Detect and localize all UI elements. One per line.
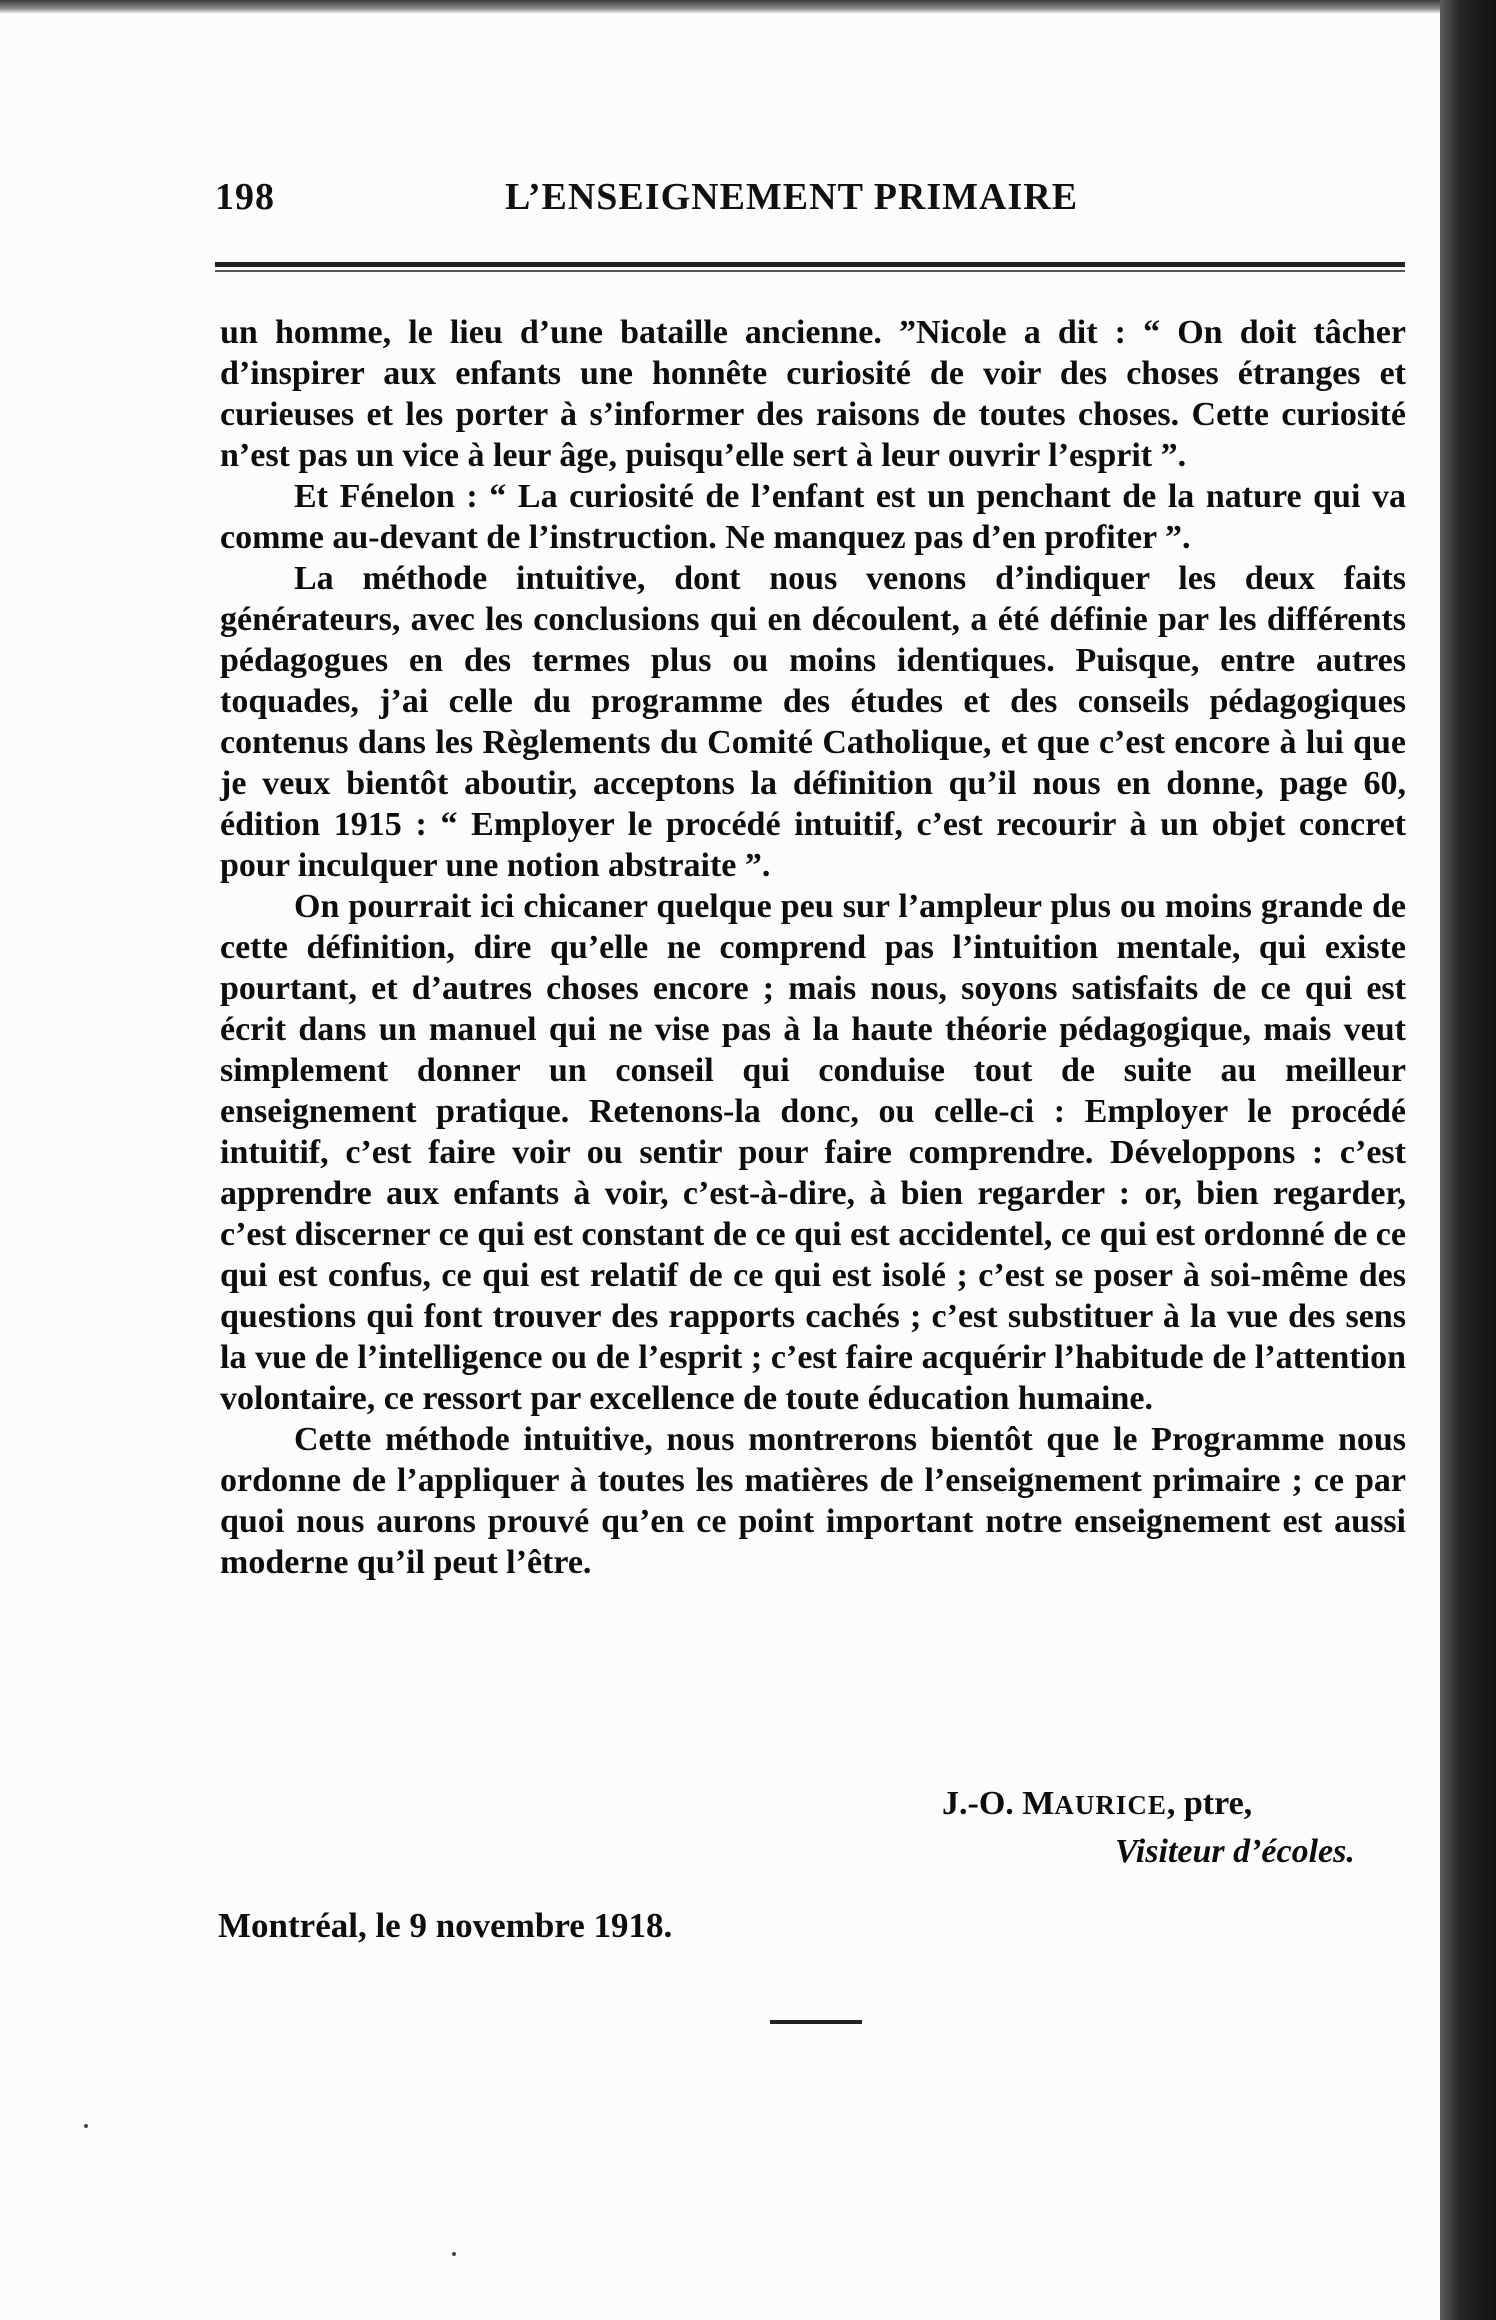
paragraph: La méthode intuitive, dont nous venons d’indiquer les deux faits générateurs, avec les conclusions qui en découlent, a été définie par les différents pédagogues en des termes plus ou moins identiques. Puisque, entre autres toquades, j’ai celle du programme des études et des conseils pédagogiques contenus dans les Règlements du Comité Catholique, et que c’est encore à lui que je veux bientôt aboutir, acceptons la définition qu’il nous en donne, page 60, édition 1915 : “ Employer le procédé intuitif, c’est recourir à un objet concret pour inculquer une notion abstraite ”. bbox=[220, 560, 1406, 884]
body-text bbox=[220, 312, 1406, 1583]
end-rule bbox=[770, 2020, 862, 2024]
signature-name-prefix: J.-O. M bbox=[942, 1785, 1055, 1822]
signature-name-suffix: , ptre, bbox=[1166, 1785, 1253, 1822]
header-rule-thin bbox=[215, 270, 1405, 272]
signature-name-smallcaps: AURICE bbox=[1054, 1790, 1167, 1820]
paragraph: un homme, le lieu d’une bataille ancienne. ”Nicole a dit : “ On doit tâcher d’inspirer aux enfants une honnête curiosité de voir des choses étranges et curieuses et les porter à s’informer des raisons de toutes choses. Cette curiosité n’est pas un vice à leur âge, puisqu’elle sert à leur ouvrir l’esprit ”. bbox=[220, 314, 1406, 474]
page-binding-shadow bbox=[1440, 0, 1496, 2320]
scan-speck bbox=[84, 2124, 88, 2128]
paragraph: On pourrait ici chicaner quelque peu sur l’ampleur plus ou moins grande de cette définition, dire qu’elle ne comprend pas l’intuition mentale, qui existe pourtant, et d’autres choses encore ; mais nous, soyons satisfaits de ce qui est écrit dans un manuel qui ne vise pas à la haute théorie pédagogique, mais veut simplement donner un conseil qui conduise tout de suite au meilleur enseignement pratique. Retenons-la donc, ou celle-ci : Employer le procédé intuitif, c’est faire voir ou sentir pour faire comprendre. Développons : c’est apprendre aux enfants à voir, c’est-à-dire, à bien regarder : or, bien regarder, c’est discerner ce qui est constant de ce qui est accidentel, ce qui est ordonné de ce qui est confus, ce qui est relatif de ce qui est isolé ; c’est se poser à soi-même des questions qui font trouver des rapports cachés ; c’est substituer à la vue des sens la vue de l’intelligence ou de l’esprit ; c’est faire acquérir l’habitude de l’attention volontaire, ce ressort par excellence de toute éducation humaine. bbox=[220, 888, 1406, 1417]
paragraph: Cette méthode intuitive, nous montrerons bientôt que le Programme nous ordonne de l’appliquer à toutes les matières de l’enseignement primaire ; ce par quoi nous aurons prouvé qu’en ce point important notre enseignement est aussi moderne qu’il peut l’être. bbox=[220, 1421, 1406, 1581]
signature-title: Visiteur d’écoles. bbox=[1115, 1833, 1355, 1870]
running-title: L’ENSEIGNEMENT PRIMAIRE bbox=[505, 176, 1079, 218]
page-header bbox=[215, 175, 1410, 225]
dateline: Montréal, le 9 novembre 1918. bbox=[218, 1906, 673, 1945]
scan-speck bbox=[452, 2252, 456, 2256]
paragraph: Et Fénelon : “ La curiosité de l’enfant est un penchant de la nature qui va comme au-devant de l’instruction. Ne manquez pas d’en profiter ”. bbox=[220, 478, 1406, 556]
page-number: 198 bbox=[215, 176, 275, 218]
header-rule bbox=[215, 262, 1405, 267]
signature-name bbox=[942, 1785, 1252, 1823]
page-top-edge bbox=[0, 0, 1440, 14]
